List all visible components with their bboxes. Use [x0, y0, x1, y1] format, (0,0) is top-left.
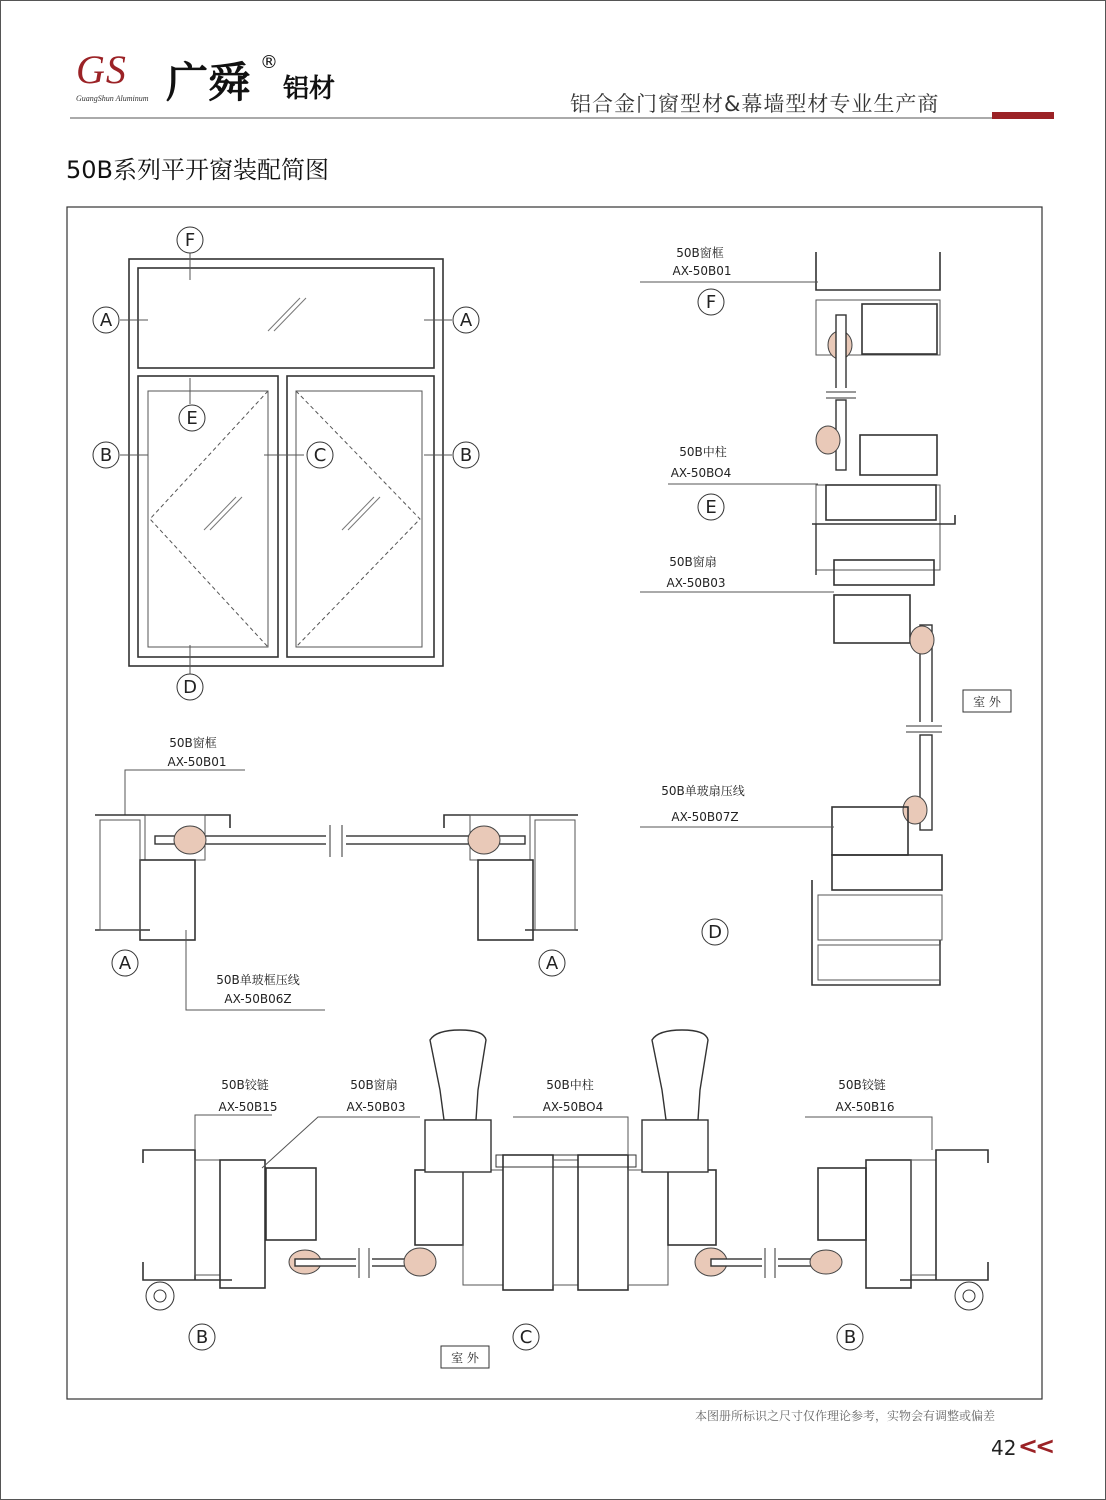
b-hinge-right-label: 50B铰链	[838, 1078, 886, 1092]
svg-text:D: D	[183, 677, 197, 698]
v-bead-code: AX-50B07Z	[671, 810, 739, 824]
marker-f	[177, 227, 203, 253]
logo-suffix: 铝材	[283, 74, 336, 104]
v-frame-code: AX-50B01	[672, 264, 732, 278]
footnote: 本图册所标识之尺寸仅作理论参考，实物会有调整或偏差	[695, 1409, 996, 1423]
bead-label: 50B单玻框压线	[216, 973, 300, 987]
svg-text:A: A	[99, 310, 113, 331]
tagline: 铝合金门窗型材&幕墙型材专业生产商	[570, 92, 940, 116]
svg-text:B: B	[99, 445, 113, 466]
elevation-markers	[93, 227, 479, 700]
logo-subtext: GuangShun Aluminum	[76, 94, 149, 103]
frame-code: AX-50B01	[167, 755, 227, 769]
b-hinge-left-code: AX-50B15	[218, 1100, 278, 1114]
svg-text:C: C	[313, 445, 327, 466]
v-mullion-code: AX-50BO4	[670, 466, 732, 480]
svg-text:D: D	[708, 922, 722, 943]
svg-text:F: F	[184, 230, 196, 251]
marker-b-section-left	[189, 1324, 215, 1350]
svg-text:E: E	[186, 408, 198, 429]
b-hinge-right-code: AX-50B16	[835, 1100, 895, 1114]
svg-text:E: E	[705, 497, 717, 518]
outside-label-v: 室 外	[973, 695, 1001, 709]
v-bead-label: 50B单玻扇压线	[661, 784, 745, 798]
bead-code: AX-50B06Z	[224, 992, 292, 1006]
page-number: 42	[991, 1436, 1017, 1460]
marker-d	[177, 674, 203, 700]
marker-e	[179, 405, 205, 431]
marker-e-section	[698, 494, 724, 520]
marker-b-right	[453, 442, 479, 468]
marker-c	[307, 442, 333, 468]
svg-text:A: A	[459, 310, 473, 331]
outside-label-b: 室 外	[451, 1351, 479, 1365]
b-sash-label: 50B窗扇	[350, 1078, 398, 1092]
window-elevation	[120, 253, 452, 674]
marker-a-left	[93, 307, 119, 333]
logo-registered-mark: ®	[260, 52, 278, 73]
frame-label: 50B窗框	[169, 736, 217, 750]
v-mullion-label: 50B中柱	[679, 445, 727, 459]
marker-a-section-left	[112, 950, 138, 976]
page-arrows-icon: <<	[1018, 1432, 1053, 1460]
header-accent-bar	[992, 112, 1054, 119]
svg-text:B: B	[843, 1327, 857, 1348]
logo-name: 广舜	[166, 58, 251, 107]
logo-letters: GS	[76, 47, 127, 92]
svg-text:A: A	[118, 953, 132, 974]
b-mullion-code: AX-50BO4	[542, 1100, 604, 1114]
marker-f-section	[698, 289, 724, 315]
marker-c-section	[513, 1324, 539, 1350]
marker-d-section	[702, 919, 728, 945]
marker-b-left	[93, 442, 119, 468]
svg-text:C: C	[519, 1327, 533, 1348]
v-sash-label: 50B窗扇	[669, 555, 717, 569]
horizontal-section-aa	[95, 735, 578, 1010]
marker-a-right	[453, 307, 479, 333]
v-sash-code: AX-50B03	[666, 576, 726, 590]
bottom-section-bcb	[143, 1030, 988, 1368]
b-hinge-left-label: 50B铰链	[221, 1078, 269, 1092]
svg-text:A: A	[545, 953, 559, 974]
b-sash-code: AX-50B03	[346, 1100, 406, 1114]
b-mullion-label: 50B中柱	[546, 1078, 594, 1092]
marker-a-section-right	[539, 950, 565, 976]
marker-b-section-right	[837, 1324, 863, 1350]
vertical-section	[640, 245, 1011, 985]
v-frame-label: 50B窗框	[676, 246, 724, 260]
page-title: 50B系列平开窗装配简图	[66, 156, 330, 184]
svg-text:B: B	[459, 445, 473, 466]
svg-text:F: F	[705, 292, 717, 313]
drawing-border	[67, 207, 1042, 1399]
svg-text:B: B	[195, 1327, 209, 1348]
